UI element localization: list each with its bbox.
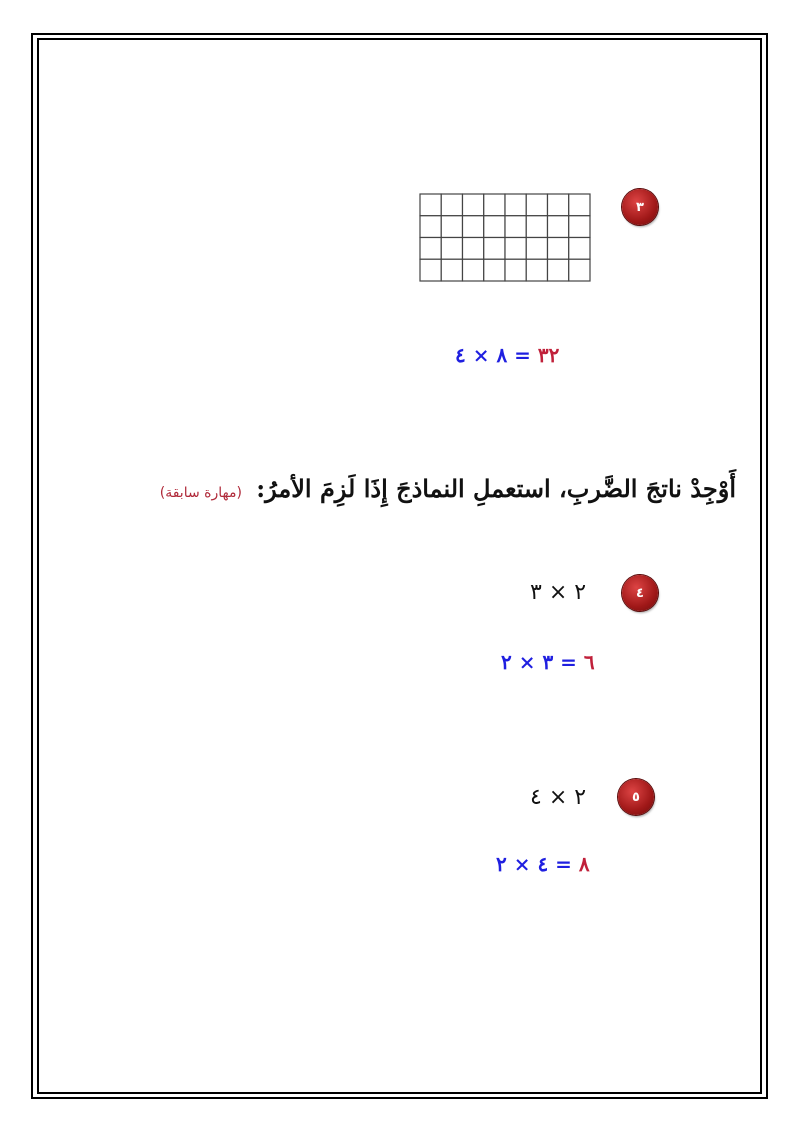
problem-number-badge: [622, 575, 658, 611]
grid-cell: [441, 194, 462, 216]
grid-cell: [484, 216, 505, 238]
grid-cell: [505, 259, 526, 281]
answer-operand-a: ٤: [455, 343, 466, 367]
grid-cell: [569, 238, 590, 260]
grid-cell: [484, 259, 505, 281]
previous-skill-tag: (مهارة سابقة): [159, 485, 242, 501]
answer-times: ×: [472, 343, 490, 367]
problem-number: ٥: [632, 789, 640, 805]
grid-cell: [569, 216, 590, 238]
grid-cell: [463, 259, 484, 281]
problem-number-badge: [622, 189, 658, 225]
grid-cell: [484, 238, 505, 260]
problem-expression: ٢ × ٤: [530, 785, 587, 810]
problem-expression: ٢ × ٣: [530, 580, 587, 605]
grid-cell: [526, 259, 547, 281]
grid-cell: [526, 216, 547, 238]
answer-operand-a: ٢: [496, 852, 507, 876]
instruction-heading: [160, 474, 736, 503]
answer-operand-a: ٢: [501, 650, 512, 674]
grid-cell: [484, 194, 505, 216]
grid-cell: [569, 194, 590, 216]
answer-equation: [501, 650, 595, 674]
grid-cell: [463, 216, 484, 238]
problem-number: ٤: [636, 585, 644, 601]
answer-equals: =: [514, 343, 531, 367]
grid-cell: [548, 238, 569, 260]
answer-equation: [455, 343, 559, 367]
answer-times: ×: [518, 650, 536, 674]
grid-cell: [505, 216, 526, 238]
grid-cell: [548, 216, 569, 238]
answer-operand-b: ٨: [496, 343, 508, 367]
grid-cell: [420, 194, 441, 216]
grid-cell: [505, 238, 526, 260]
grid-cell: [463, 194, 484, 216]
grid-cell: [505, 194, 526, 216]
grid-cell: [569, 259, 590, 281]
answer-equation: [496, 852, 590, 876]
answer-operand-b: ٣: [542, 650, 554, 674]
grid-cell: [463, 238, 484, 260]
grid-cell: [441, 216, 462, 238]
grid-cell: [526, 194, 547, 216]
answer-equals: =: [560, 650, 577, 674]
grid-cell: [526, 238, 547, 260]
grid-cell: [420, 259, 441, 281]
answer-equals: =: [555, 852, 572, 876]
instruction-text: أَوْجِدْ ناتجَ الضَّربِ، استعملِ النماذجَ إِذَا لَزِمَ الأمرُ:: [256, 474, 736, 503]
answer-result: ٣٢: [537, 343, 560, 367]
array-grid-model: [419, 193, 591, 282]
problem-number-badge: [618, 779, 654, 815]
grid-cell: [420, 216, 441, 238]
problem-number: ٣: [636, 199, 644, 215]
answer-times: ×: [513, 852, 531, 876]
answer-operand-b: ٤: [537, 852, 549, 876]
grid-cell: [441, 259, 462, 281]
grid-cell: [420, 238, 441, 260]
answer-result: ٦: [583, 650, 595, 674]
grid-cell: [548, 259, 569, 281]
grid-cell: [548, 194, 569, 216]
grid-cell: [441, 238, 462, 260]
answer-result: ٨: [578, 852, 590, 876]
